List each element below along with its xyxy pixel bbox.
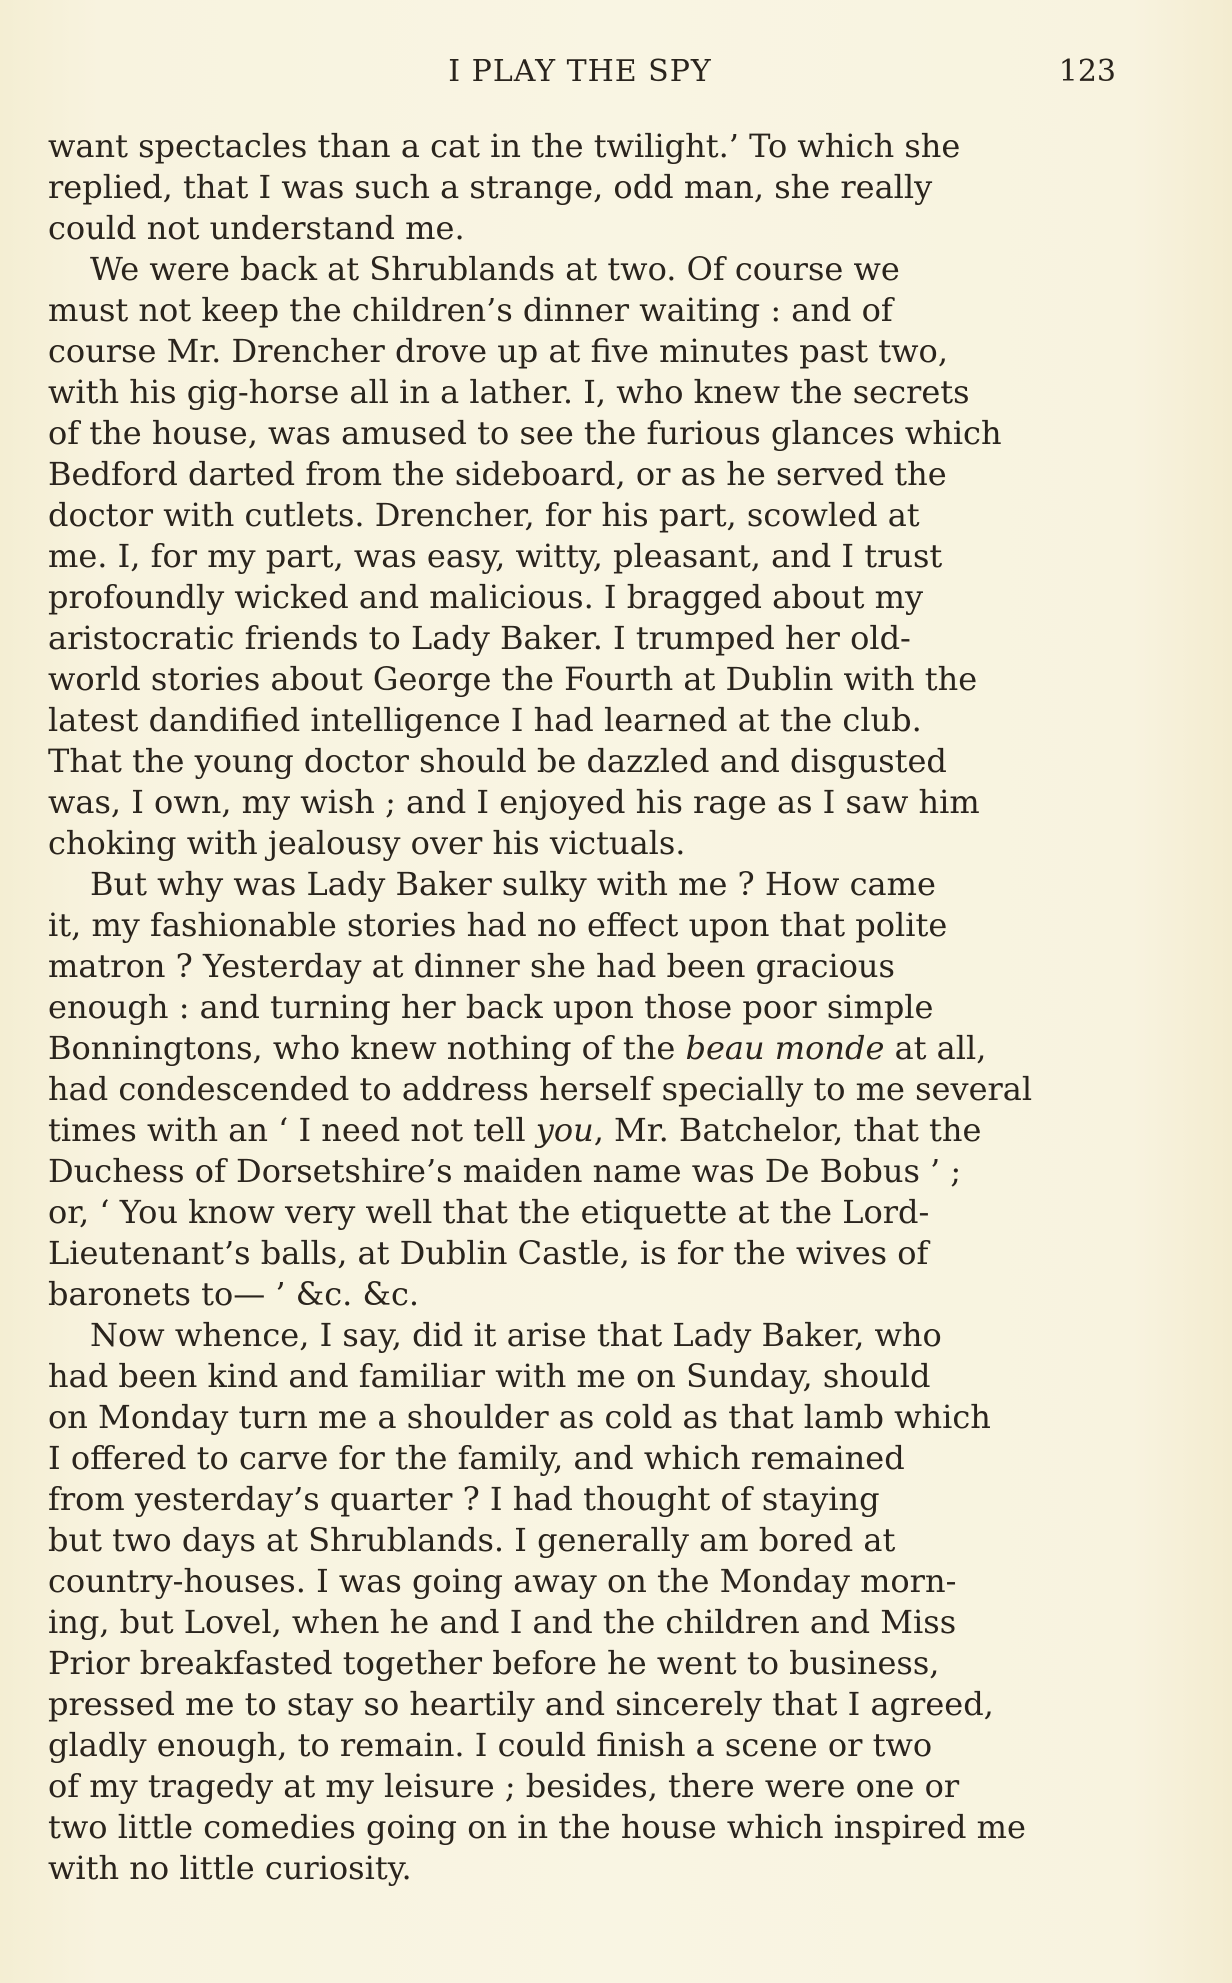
text-line: country-houses. I was going away on the Monday morn- [48, 1562, 957, 1600]
text-line: me. I, for my part, was easy, witty, pleasant, and I trust [48, 537, 943, 575]
text-line: That the young doctor should be dazzled and disgusted [48, 742, 947, 780]
text-line: was, I own, my wish ; and I enjoyed his rage as I saw him [48, 783, 980, 821]
text-line: must not keep the children’s dinner waiting : and of [48, 291, 893, 329]
text-line: baronets to— ’ &c. &c. [48, 1275, 420, 1313]
text-line: Prior breakfasted together before he went to business, [48, 1644, 940, 1682]
paragraph-start-line: We were back at Shrublands at two. Of course we [90, 250, 900, 288]
text-line: replied, that I was such a strange, odd man, she really [48, 168, 933, 206]
text-line: could not understand me. [48, 209, 465, 247]
text-line: profoundly wicked and malicious. I bragged about my [48, 578, 924, 616]
text-line: I offered to carve for the family, and which remained [48, 1439, 905, 1477]
text-line: from yesterday’s quarter ? I had thought of staying [48, 1480, 880, 1518]
text-line: with his gig-horse all in a lather. I, who knew the secrets [48, 373, 970, 411]
body-text [48, 126, 1120, 1889]
text-line: Bonningtons, who knew nothing of the beau monde at all, [48, 1029, 987, 1067]
text-line: course Mr. Drencher drove up at five minutes past two, [48, 332, 948, 370]
paragraph-start-line: But why was Lady Baker sulky with me ? How came [90, 865, 936, 903]
text-line: two little comedies going on in the house which inspired me [48, 1808, 1026, 1846]
text-line: with no little curiosity. [48, 1849, 412, 1887]
text-line: of my tragedy at my leisure ; besides, there were one or [48, 1767, 960, 1805]
text-line: world stories about George the Fourth at Dublin with the [48, 660, 978, 698]
text-line: aristocratic friends to Lady Baker. I trumped her old- [48, 619, 911, 657]
italic-phrase: beau monde [685, 1029, 885, 1067]
running-head [0, 52, 1232, 92]
text-line: had condescended to address herself specially to me several [48, 1070, 1033, 1108]
text-line: on Monday turn me a shoulder as cold as that lamb which [48, 1398, 991, 1436]
chapter-title: I PLAY THE SPY [448, 54, 712, 89]
text-line: ing, but Lovel, when he and I and the children and Miss [48, 1603, 957, 1641]
text-line: want spectacles than a cat in the twilight.’ To which she [48, 127, 961, 165]
text-line: pressed me to stay so heartily and sincerely that I agreed, [48, 1685, 994, 1723]
text-line: Lieutenant’s balls, at Dublin Castle, is for the wives of [48, 1234, 929, 1272]
text-line: matron ? Yesterday at dinner she had been gracious [48, 947, 895, 985]
text-line: or, ‘ You know very well that the etiquette at the Lord- [48, 1193, 930, 1231]
text-line: Bedford darted from the sideboard, or as he served the [48, 455, 947, 493]
text-line: times with an ‘ I need not tell you, Mr. Batchelor, that the [48, 1111, 982, 1149]
text-line: doctor with cutlets. Drencher, for his part, scowled at [48, 496, 920, 534]
text-line: latest dandified intelligence I had learned at the club. [48, 701, 922, 739]
text-line: choking with jealousy over his victuals. [48, 824, 686, 862]
text-line: Duchess of Dorsetshire’s maiden name was De Bobus ’ ; [48, 1152, 962, 1190]
paragraph-start-line: Now whence, I say, did it arise that Lady Baker, who [90, 1316, 942, 1354]
text-line: it, my fashionable stories had no effect upon that polite [48, 906, 948, 944]
page-number: 123 [1058, 54, 1116, 89]
text-line: had been kind and familiar with me on Sunday, should [48, 1357, 931, 1395]
text-line: enough : and turning her back upon those poor simple [48, 988, 934, 1026]
text-line: but two days at Shrublands. I generally am bored at [48, 1521, 896, 1559]
text-line: of the house, was amused to see the furious glances which [48, 414, 1002, 452]
text-line: gladly enough, to remain. I could finish a scene or two [48, 1726, 933, 1764]
italic-word: you [535, 1111, 594, 1149]
